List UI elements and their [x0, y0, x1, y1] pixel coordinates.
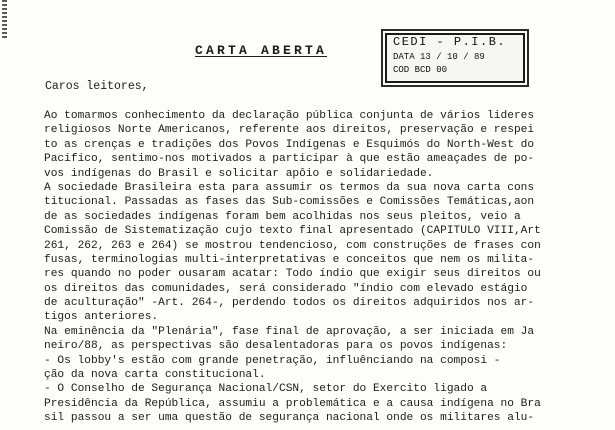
body-line: os direitos das comunidades, será considerado "índio com elevado estágio — [44, 282, 528, 295]
archive-stamp — [385, 33, 525, 83]
body-line: fusas, terminologias multi-interpretativas e conceitos que nem os milita- — [44, 253, 535, 266]
body-line: Ao tomarmos conhecimento da declaração pública conjunta de vários lideres — [44, 110, 535, 122]
body-line: res quando no poder ousaram acatar: Todo índio que exigir seus direitos ou — [44, 268, 541, 281]
stamp-line-1: CEDI - P.I.B. — [393, 35, 507, 49]
greeting: Caros leitores, — [45, 80, 149, 93]
body-line: Pacifico, sentimo-nos motivados a participar à que estão ameaçades de po- — [44, 153, 535, 166]
letter-body — [44, 109, 610, 426]
body-line: A sociedade Brasileira esta para assumir os termos da sua nova carta cons — [44, 181, 535, 194]
body-line: vos indígenas do Brasil e solicitar apôio e solidariedade. — [44, 167, 434, 180]
body-line: neiro/88, as perspectivas são desalentadoras para os povos indígenas: — [44, 340, 508, 353]
scan-margin-mark — [2, 0, 7, 40]
body-line: de aculturação" -Art. 264-, perdendo todos os direitos adquiridos nos ar- — [44, 297, 535, 310]
body-line: - O Conselho de Segurança Nacional/CSN, setor do Exercito ligado a — [44, 383, 488, 396]
stamp-line-2: DATA 13 / 10 / 89 — [393, 52, 485, 62]
body-line: religiosos Norte Americanos, referente aos direitos, preservação e respei — [44, 124, 535, 137]
body-line: de as sociedades indígenas foram bem acolhidas nos seus pleitos, veio a — [44, 210, 521, 223]
stamp-line-3: COD BCD 00 — [393, 65, 448, 75]
body-line: - Os lobby's estão com grande penetração, influênciando na composi - — [44, 354, 501, 367]
body-line: tigos anteriores. — [44, 311, 159, 324]
body-line: to as crenças e tradições dos Povos Indígenas e Esquimós do North-West do — [44, 138, 535, 151]
body-line: sil passou a ser uma questão de segurança nacional onde os militares alu- — [44, 412, 535, 425]
body-line: Presidência da República, assumiu a problemática e a causa indígena no Bra — [44, 397, 541, 410]
body-line: ção da nova carta constitucional. — [44, 369, 266, 382]
body-line: Na eminência da "Plenária", fase final de aprovação, a ser iniciada em Ja — [44, 325, 535, 338]
body-line: Comissão de Sistematização cujo texto final apresentado (CAPITULO VIII,Art — [44, 225, 541, 238]
document-title: CARTA ABERTA — [195, 43, 328, 58]
body-line: titucional. Passadas as fases das Sub-comissões e Comissões Temáticas,aon — [44, 196, 535, 209]
body-line: 261, 262, 263 e 264) se mostrou tendencioso, com construções de frases con — [44, 239, 541, 252]
